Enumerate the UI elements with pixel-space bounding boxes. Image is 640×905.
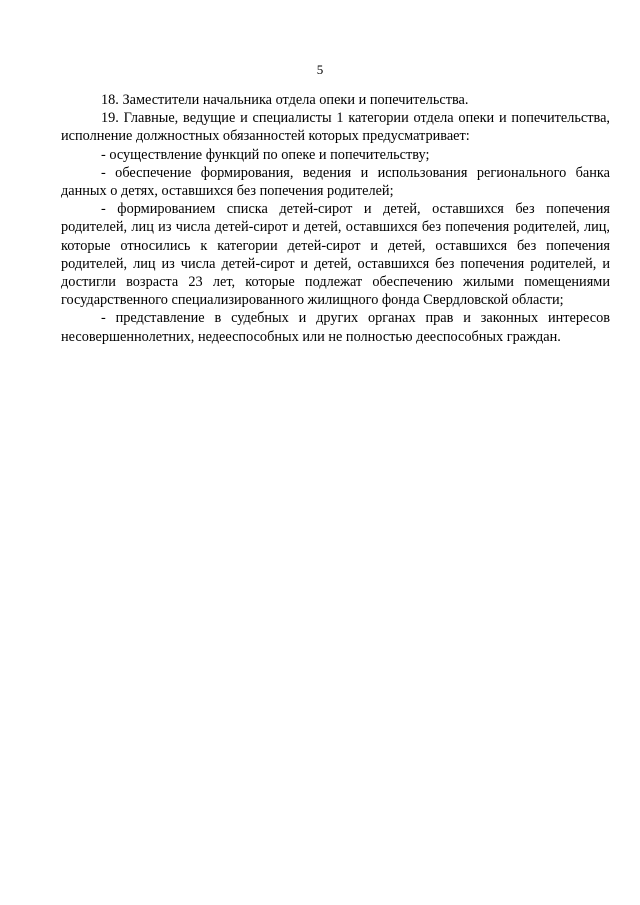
page-number: 5 (316, 62, 324, 77)
list-item-orphans-housing-list: - формированием списка детей-сирот и детей, оставшихся без попечения родителей, лиц из числа детей-сирот и детей, оставшихся без попечения родителей, лиц, которые относились к категории детей-сирот и детей, оставшихся без попечения родителей, лиц из числа детей-сирот и детей, оставшихся без попечения родителей, и достигли возраста 23 лет, которые подлежат обеспечению жилыми помещениями государственного специализированного жилищного фонда Свердловской области; (61, 201, 610, 309)
list-item-legal-representation: - представление в судебных и других органах прав и законных интересов несовершеннолетних, недееспособных или не полностью дееспособных граждан. (61, 310, 610, 345)
paragraph-item-18: 18. Заместители начальника отдела опеки и попечительства. (101, 92, 469, 108)
document-body (61, 91, 610, 346)
list-item-regional-data-bank: - обеспечение формирования, ведения и использования регионального банка данных о детях, оставшихся без попечения родителей; (61, 164, 610, 200)
list-item-guardianship-functions: - осуществление функций по опеке и попечительству; (101, 146, 430, 163)
paragraph-item-19: 19. Главные, ведущие и специалисты 1 категории отдела опеки и попечительства, исполнение должностных обязанностей которых предусматривает: (61, 110, 610, 145)
